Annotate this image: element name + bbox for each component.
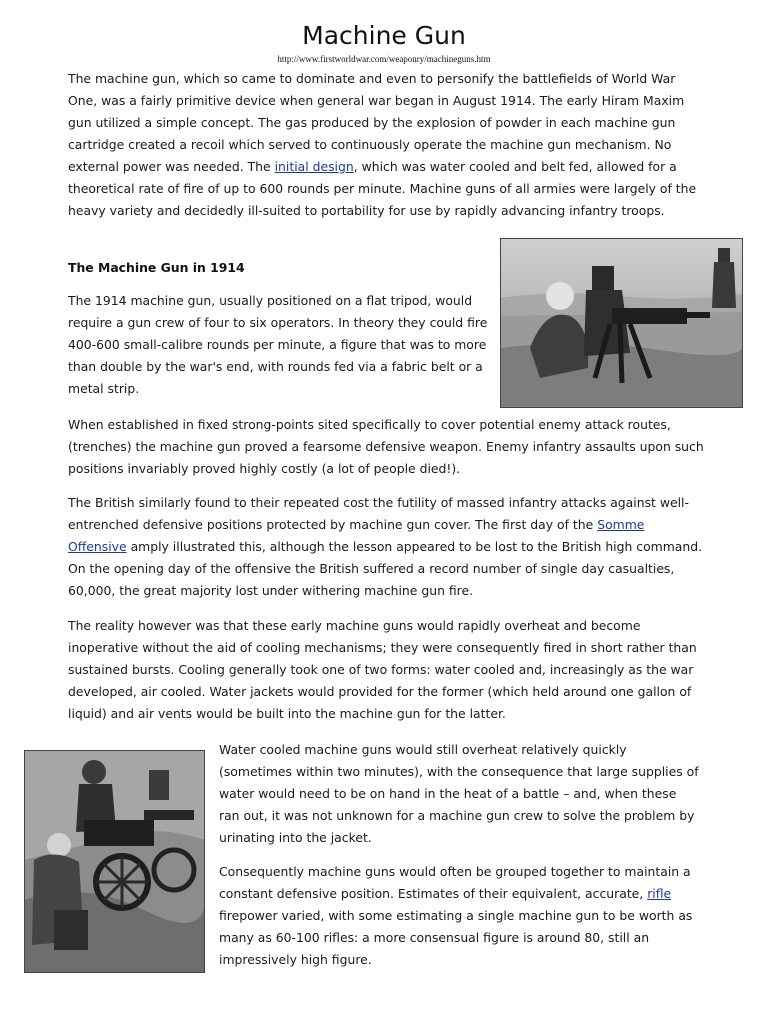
paragraph-water-cooled: Water cooled machine guns would still overheat relatively quickly (sometimes within two minutes), with the consequence that large supplies of water would need to be on hand in the heat of a battle – and, when these ran out, it was not unknown for a machine gun crew to solve the problem by urinating into the jacket.	[219, 742, 699, 845]
british-text-2: amply illustrated this, although the lesson appeared to be lost to the British high command. On the opening day of the offensive the British suffered a record number of single day casualties, 60,000, the great majority lost under withering machine gun fire.	[68, 539, 703, 598]
paragraph-reality: The reality however was that these early machine guns would rapidly overheat and become inoperative without the aid of cooling mechanisms; they were consequently fired in short rather than sustained bursts. Cooling generally took one of two forms: water cooled and, increasingly as the war developed, air cooled. Water jackets would provided for the former (which held around one gallon of liquid) and air vents would be built into the machine gun for the latter.	[68, 618, 697, 721]
intro-text-1: The machine gun, which so came to dominate and even to personify the battlefields of World War One, was a fairly primitive device when general war began in August 1914. The early Hiram Maxim gun utilized a simple concept. The gas produced by the explosion of powder in each machine gun cartridge created a recoil which served to continuously operate the machine gun mechanism. No external power was needed. The	[68, 71, 685, 174]
rifle-link[interactable]: rifle	[647, 886, 672, 901]
grouped-text-2: firepower varied, with some estimating a single machine gun to be worth as many as 60-100 rifles: a more consensual figure is around 80, still an impressively high figure.	[219, 908, 693, 967]
intro-paragraph	[68, 68, 704, 222]
source-url: http://www.firstworldwar.com/weaponry/machineguns.htm	[277, 54, 491, 64]
british-text-1: The British similarly found to their repeated cost the futility of massed infantry attacks against well-entrenched defensive positions protected by machine gun cover. The first day of the	[68, 495, 689, 532]
paragraph-british	[68, 492, 704, 602]
machine-gun-crew-photo	[500, 238, 743, 408]
somme-offensive-link[interactable]: Somme Offensive	[68, 517, 645, 554]
paragraph-fixed-strongpoints: When established in fixed strong-points sited specifically to cover potential enemy attack routes, (trenches) the machine gun proved a fearsome defensive weapon. Enemy infantry assaults upon such positions invariably proved highly costly (a lot of people died!).	[68, 417, 704, 476]
grouped-text-1: Consequently machine guns would often be grouped together to maintain a constant defensive position. Estimates of their equivalent, accurate,	[219, 864, 691, 901]
intro-text-2: , which was water cooled and belt fed, allowed for a theoretical rate of fire of up to 600 rounds per minute. Machine guns of all armies were largely of the heavy variety and decidedly ill-suited to portability for use by rapidly advancing infantry troops.	[68, 159, 697, 218]
section-heading: The Machine Gun in 1914	[68, 260, 245, 275]
trench-machine-gun-photo	[24, 750, 205, 973]
page-title: Machine Gun	[302, 21, 466, 50]
paragraph-1914: The 1914 machine gun, usually positioned on a flat tripod, would require a gun crew of four to six operators. In theory they could fire 400-600 small-calibre rounds per minute, a figure that was to more than double by the war's end, with rounds fed via a fabric belt or a metal strip.	[68, 293, 488, 396]
paragraph-grouped	[219, 861, 699, 971]
initial-design-link[interactable]: initial design	[274, 159, 354, 174]
